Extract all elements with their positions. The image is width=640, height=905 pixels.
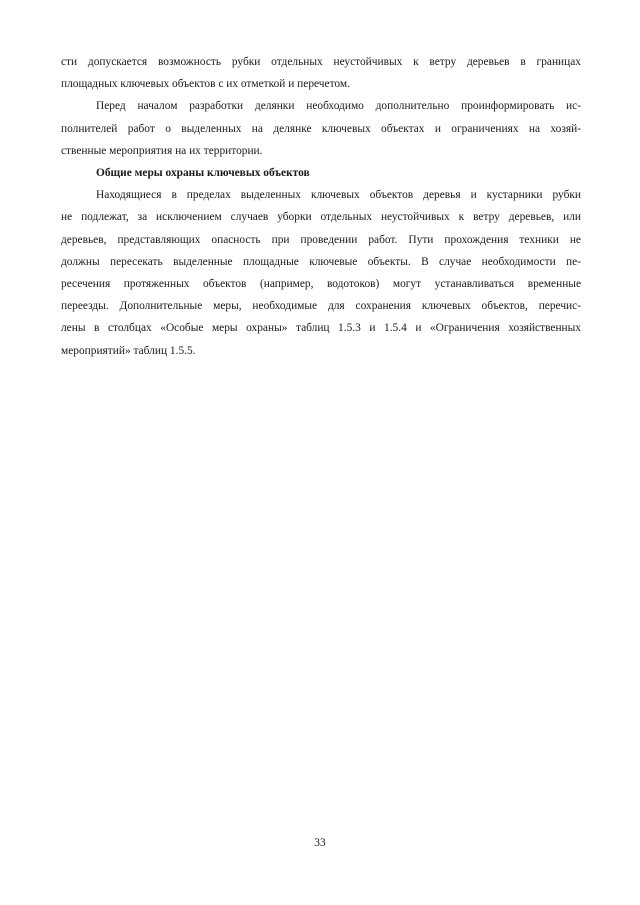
paragraph-2-line-1: Перед началом разработки делянки необходимо дополнительно проинформировать ис- (96, 100, 581, 113)
section-heading: Общие меры охраны ключевых объектов (96, 167, 310, 180)
page-number: 33 (314, 837, 326, 849)
paragraph-2-line-2: полнителей работ о выделенных на делянке ключевых объектах и ограничениях на хозяй- (61, 122, 581, 135)
paragraph-3-line-1: Находящиеся в пределах выделенных ключевых объектов деревья и кустарники рубки (96, 189, 581, 202)
paragraph-3-line-2: не подлежат, за исключением случаев уборки отдельных неустойчивых к ветру деревьев, или (61, 211, 581, 224)
paragraph-1-line-1: сти допускается возможность рубки отдельных неустойчивых к ветру деревьев в границах (61, 56, 581, 68)
paragraph-1-line-2: площадных ключевых объектов с их отметкой и перечетом. (61, 78, 350, 91)
paragraph-3-line-5: ресечения протяженных объектов (например, водотоков) могут устанавливаться временные (61, 278, 581, 291)
body-text (61, 51, 581, 362)
paragraph-3-line-7: лены в столбцах «Особые меры охраны» таблиц 1.5.3 и 1.5.4 и «Ограничения хозяйственных (61, 322, 581, 335)
paragraph-3-line-6: переезды. Дополнительные меры, необходимые для сохранения ключевых объектов, перечис- (61, 300, 581, 313)
paragraph-3-line-8: мероприятий» таблиц 1.5.5. (61, 344, 196, 357)
paragraph-2-line-3: ственные мероприятия на их территории. (61, 144, 263, 157)
paragraph-3-line-3: деревьев, представляющих опасность при проведении работ. Пути прохождения техники не (61, 233, 581, 246)
paragraph-3-line-4: должны пересекать выделенные площадные ключевые объекты. В случае необходимости пе- (61, 255, 581, 268)
